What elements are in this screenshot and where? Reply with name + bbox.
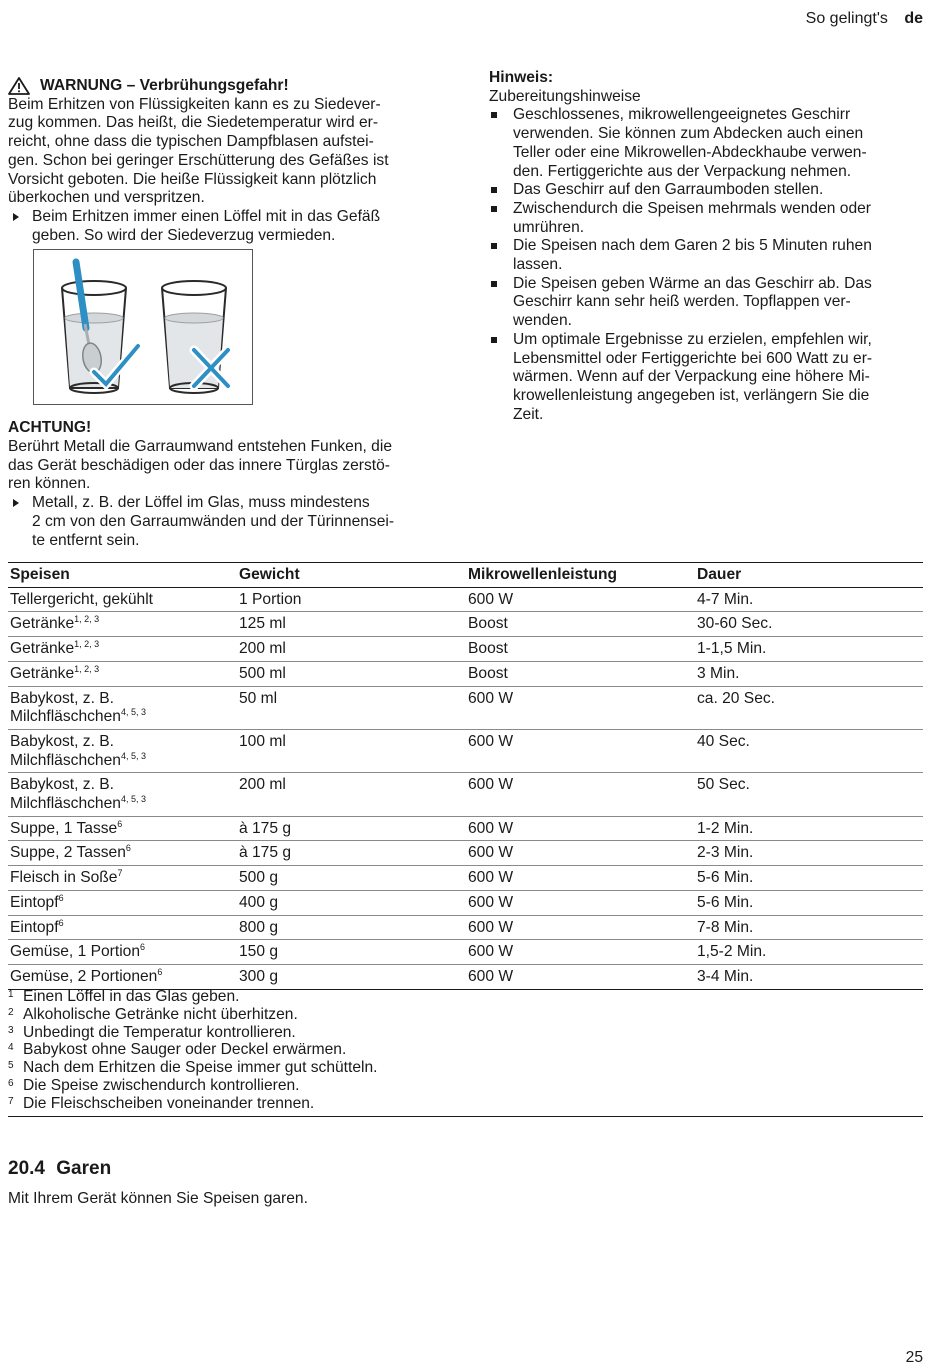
header-food: Speisen [8, 563, 237, 588]
text-line: Beim Erhitzen von Flüssigkeiten kann es zu Siedever- [8, 95, 381, 113]
footnote-number: 6 [8, 1077, 14, 1089]
cell-power: 600 W [466, 729, 695, 772]
text-line: überkochen und verspritzen. [8, 189, 205, 207]
text-line: verwenden. Sie können zum Abdecken auch einen [513, 125, 864, 143]
footnote [8, 1077, 923, 1095]
text-line: Um optimale Ergebnisse zu erzielen, empfehlen wir, [513, 330, 872, 348]
food-name-line: Babykost, z. B. [10, 689, 115, 707]
cell-power: 600 W [466, 890, 695, 915]
footnote-number: 7 [8, 1095, 14, 1107]
text-line: Die Speisen geben Wärme an das Geschirr ab. Das [513, 274, 872, 292]
header-duration: Dauer [695, 563, 923, 588]
page-header [806, 10, 923, 28]
cell-food [8, 915, 237, 940]
footnote-text: Babykost ohne Sauger oder Deckel erwärmen. [23, 1041, 347, 1059]
cell-duration: 7-8 Min. [695, 915, 923, 940]
food-name-line: Tellergericht, gekühlt [10, 590, 154, 608]
text-line: reicht, ohne dass die typischen Dampfblasen aufstei- [8, 133, 374, 151]
cell-duration: ca. 20 Sec. [695, 686, 923, 729]
section-text: Mit Ihrem Gerät können Sie Speisen garen. [8, 1190, 308, 1207]
cell-weight: 100 ml [237, 729, 466, 772]
cell-weight: 300 g [237, 964, 466, 989]
warning-triangle-icon [8, 77, 30, 95]
cell-duration: 1-1,5 Min. [695, 637, 923, 662]
cell-food [8, 890, 237, 915]
table-row [8, 686, 923, 729]
cell-power: 600 W [466, 773, 695, 816]
footnote-ref: 1, 2, 3 [74, 638, 100, 649]
caution-action [8, 494, 448, 550]
cell-duration: 1-2 Min. [695, 816, 923, 841]
footnote-ref: 6 [58, 892, 64, 903]
cell-power: Boost [466, 661, 695, 686]
table-row [8, 661, 923, 686]
text-line: zug kommen. Das heißt, die Siedetemperatur wird er- [8, 114, 379, 132]
left-column [8, 77, 448, 550]
warning-title: WARNUNG – Verbrühungsgefahr! [40, 77, 289, 94]
footnote-text: Die Fleischscheiben voneinander trennen. [23, 1094, 315, 1112]
cell-power: 600 W [466, 915, 695, 940]
cell-weight: 400 g [237, 890, 466, 915]
footnotes [8, 988, 923, 1117]
cell-weight: 200 ml [237, 637, 466, 662]
cell-food [8, 773, 237, 816]
cell-duration: 5-6 Min. [695, 890, 923, 915]
footnote-text: Die Speise zwischendurch kontrollieren. [23, 1076, 300, 1094]
footnote-ref: 6 [140, 942, 146, 953]
footnote-number: 3 [8, 1024, 14, 1036]
cell-food [8, 964, 237, 989]
food-name-line: Milchfläschchen$^{4, 5, 3}$ [10, 707, 146, 726]
list-item [489, 331, 929, 425]
text-line: umrühren. [513, 218, 585, 236]
food-name-line: Milchfläschchen$^{4, 5, 3}$ [10, 793, 146, 813]
footnote-ref: 6 [157, 966, 163, 977]
cell-weight: 125 ml [237, 612, 466, 637]
cell-weight: 1 Portion [237, 587, 466, 612]
cell-food [8, 661, 237, 686]
text-line: Zwischendurch die Speisen mehrmals wenden oder [513, 199, 871, 217]
glass-illustration-graphic [34, 250, 252, 404]
header-language: de [904, 10, 923, 27]
text-line: Beim Erhitzen immer einen Löffel mit in das Gefäß [32, 207, 381, 225]
cell-weight: 500 g [237, 866, 466, 891]
food-name-line: Eintopf$^6$ [10, 892, 64, 911]
cell-food [8, 612, 237, 637]
header-weight: Gewicht [237, 563, 466, 588]
warning-action [8, 208, 448, 245]
table-row [8, 915, 923, 940]
text-line: das Gerät beschädigen oder das innere Türglas zerstö- [8, 456, 390, 474]
right-column [489, 69, 929, 424]
footnote-text: Unbedingt die Temperatur kontrollieren. [23, 1023, 296, 1041]
text-line: Teller oder eine Mikrowellen-Abdeckhaube verwen- [513, 143, 867, 161]
food-table [8, 562, 923, 990]
notice-list [489, 106, 929, 424]
cell-food [8, 729, 237, 772]
text-line: wenden. [513, 312, 572, 330]
list-item [489, 200, 929, 237]
table-row [8, 729, 923, 772]
spoon-in-glass-illustration [33, 249, 253, 405]
cell-power: Boost [466, 612, 695, 637]
food-name-line: Getränke$^{1, 2, 3}$ [10, 663, 100, 682]
table-row [8, 964, 923, 989]
footnote-ref: 4, 5, 3 [120, 750, 146, 761]
text-line: wärmen. Wenn auf der Verpackung eine höhere Mi- [513, 368, 870, 386]
table-row [8, 841, 923, 866]
caution-text [8, 438, 448, 494]
text-line: Vorsicht geboten. Die heiße Flüssigkeit kann plötzlich [8, 170, 377, 188]
cell-weight: 800 g [237, 915, 466, 940]
text-line: 2 cm von den Garraumwänden und der Türinnensei- [32, 512, 395, 530]
list-item [489, 275, 929, 331]
cell-weight: 150 g [237, 940, 466, 965]
cell-food [8, 637, 237, 662]
page-number: 25 [905, 1349, 923, 1366]
text-line: Das Geschirr auf den Garraumboden stellen. [513, 181, 824, 199]
caution-title: ACHTUNG! [8, 419, 92, 437]
footnote-number: 4 [8, 1042, 14, 1054]
text-line: gen. Schon bei geringer Erschütterung des Gefäßes ist [8, 151, 389, 169]
cell-power: 600 W [466, 686, 695, 729]
footnote [8, 1095, 923, 1113]
text-line: te entfernt sein. [32, 531, 140, 549]
list-item [489, 106, 929, 181]
text-line: lassen. [513, 256, 563, 274]
warning-heading [8, 77, 448, 96]
footnote-ref: 6 [125, 843, 131, 854]
cell-food [8, 841, 237, 866]
cell-power: 600 W [466, 964, 695, 989]
footnote-ref: 6 [58, 917, 64, 928]
footnote-number: 2 [8, 1006, 14, 1018]
text-line: Geschlossenes, mikrowellengeeignetes Geschirr [513, 106, 851, 124]
cell-duration: 4-7 Min. [695, 587, 923, 612]
food-name-line: Babykost, z. B. [10, 776, 115, 794]
footnote [8, 1041, 923, 1059]
cell-power: 600 W [466, 816, 695, 841]
text-line: Zeit. [513, 405, 544, 423]
table-row [8, 637, 923, 662]
cell-duration: 30-60 Sec. [695, 612, 923, 637]
cell-food [8, 816, 237, 841]
section-title: Garen [56, 1158, 112, 1179]
cell-weight: à 175 g [237, 841, 466, 866]
footnote-ref: 4, 5, 3 [120, 793, 146, 804]
cell-duration: 40 Sec. [695, 729, 923, 772]
section-heading [8, 1158, 111, 1180]
footnote [8, 1024, 923, 1042]
table-row [8, 612, 923, 637]
cell-weight: 500 ml [237, 661, 466, 686]
table-row [8, 890, 923, 915]
footnote [8, 1059, 923, 1077]
food-name-line: Suppe, 1 Tasse$^6$ [10, 818, 123, 837]
footnote-number: 1 [8, 989, 14, 1000]
food-name-line: Milchfläschchen$^{4, 5, 3}$ [10, 750, 146, 769]
footnote-text: Alkoholische Getränke nicht überhitzen. [23, 1005, 298, 1023]
cell-weight: 200 ml [237, 773, 466, 816]
text-line: Metall, z. B. der Löffel im Glas, muss mindestens [32, 494, 370, 512]
footnote-text: Einen Löffel in das Glas geben. [23, 988, 240, 1005]
food-name-line: Gemüse, 2 Portionen$^6$ [10, 966, 163, 985]
text-line: krowellenleistung angegeben ist, verlängern Sie die [513, 386, 870, 404]
table-row [8, 816, 923, 841]
cell-duration: 3 Min. [695, 661, 923, 686]
notice-subtitle: Zubereitungshinweise [489, 87, 641, 105]
cell-food [8, 587, 237, 612]
cell-food [8, 940, 237, 965]
footnote-ref: 4, 5, 3 [120, 707, 146, 718]
food-name-line: Getränke$^{1, 2, 3}$ [10, 614, 100, 633]
food-name-line: Gemüse, 1 Portion$^6$ [10, 942, 146, 961]
cell-power: 600 W [466, 940, 695, 965]
list-item [489, 237, 929, 274]
food-name-line: Getränke$^{1, 2, 3}$ [10, 638, 100, 658]
cell-power: 600 W [466, 866, 695, 891]
cell-duration: 5-6 Min. [695, 866, 923, 891]
list-item [489, 181, 929, 200]
text-line: Die Speisen nach dem Garen 2 bis 5 Minuten ruhen [513, 237, 872, 255]
warning-text [8, 96, 448, 208]
footnote-ref: 1, 2, 3 [74, 614, 100, 625]
text-line: Lebensmittel oder Fertiggerichte bei 600 Watt zu er- [513, 349, 873, 367]
cell-duration: 50 Sec. [695, 773, 923, 816]
table-row [8, 940, 923, 965]
footnote-ref: 6 [117, 818, 123, 829]
text-line: Geschirr kann sehr heiß werden. Topflappen ver- [513, 293, 851, 311]
cell-power: Boost [466, 637, 695, 662]
cell-power: 600 W [466, 587, 695, 612]
footnote [8, 1006, 923, 1024]
food-name-line: Suppe, 2 Tassen$^6$ [10, 843, 131, 862]
cell-food [8, 686, 237, 729]
cell-duration: 3-4 Min. [695, 964, 923, 989]
footnote-number: 5 [8, 1060, 14, 1072]
table-row [8, 587, 923, 612]
cell-power: 600 W [466, 841, 695, 866]
table-header-row [8, 563, 923, 588]
food-name-line: Eintopf$^6$ [10, 917, 64, 936]
header-power: Mikrowellenleistung [466, 563, 695, 588]
footnote-ref: 1, 2, 3 [74, 663, 100, 674]
footnote-text: Nach dem Erhitzen die Speise immer gut schütteln. [23, 1059, 378, 1077]
food-name-line: Fleisch in Soße$^7$ [10, 867, 123, 887]
text-line: den. Fertiggerichte aus der Verpackung nehmen. [513, 162, 852, 180]
footnote-ref: 7 [117, 867, 123, 878]
cell-weight: 50 ml [237, 686, 466, 729]
text-line: geben. So wird der Siedeverzug vermieden. [32, 226, 336, 244]
text-line: Berührt Metall die Garraumwand entstehen Funken, die [8, 438, 392, 456]
header-section: So gelingt's [805, 10, 888, 27]
table-row [8, 866, 923, 891]
cell-duration: 1,5-2 Min. [695, 940, 923, 965]
footnote [8, 988, 923, 1006]
cell-weight: à 175 g [237, 816, 466, 841]
cell-food [8, 866, 237, 891]
table-row [8, 773, 923, 816]
cell-duration: 2-3 Min. [695, 841, 923, 866]
food-name-line: Babykost, z. B. [10, 732, 115, 750]
notice-title: Hinweis: [489, 69, 554, 86]
section-number: 20.4 [8, 1158, 45, 1179]
text-line: ren können. [8, 475, 91, 493]
